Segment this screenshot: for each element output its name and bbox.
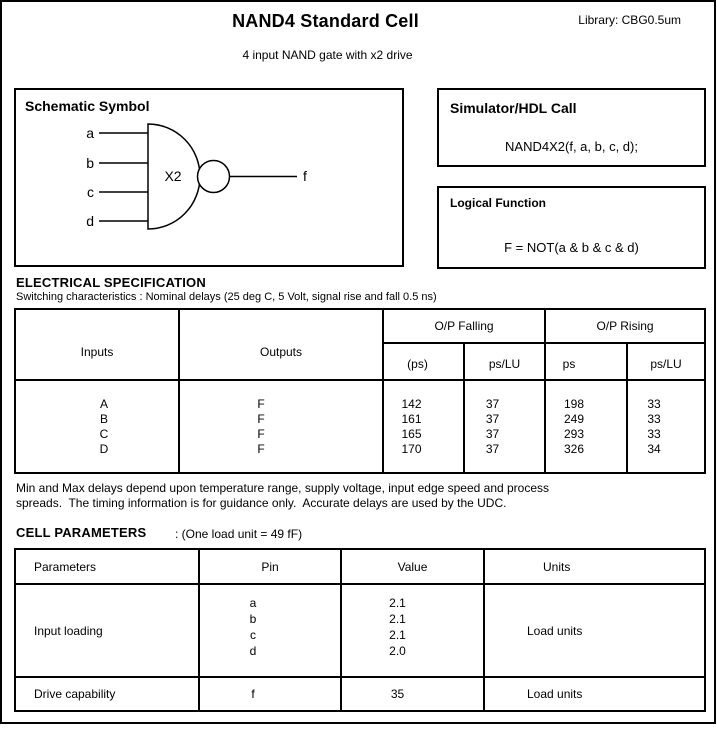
library-label: Library: CBG0.5um: [578, 13, 681, 27]
falling-pslu-value: 37: [485, 441, 500, 456]
units-cell: Load units: [484, 584, 705, 677]
logical-function-box: [437, 186, 706, 269]
col-header-falling-ps: (ps): [383, 343, 464, 380]
pin-name: a: [249, 596, 257, 610]
gate-drive-label: X2: [164, 168, 182, 184]
nand-gate-diagram: [16, 90, 402, 265]
falling-pslu-value: 37: [485, 411, 500, 426]
rising-ps-value: 249: [564, 411, 585, 426]
page-title: NAND4 Standard Cell: [232, 11, 419, 31]
loading-value: 2.1: [389, 612, 406, 626]
loading-value: 2.1: [389, 628, 406, 642]
pin-name: f: [199, 677, 341, 711]
rising-pslu-value: 34: [647, 441, 661, 456]
falling-ps-cell: [383, 380, 464, 473]
schematic-heading: Schematic Symbol: [25, 98, 150, 114]
drive-value: 35: [341, 677, 484, 711]
output-name: F: [257, 441, 265, 456]
output-name: F: [257, 396, 265, 411]
col-header-outputs: Outputs: [179, 309, 383, 380]
logical-formula: F = NOT(a & b & c & d): [504, 240, 639, 255]
rising-pslu-value: 33: [647, 426, 661, 441]
col-header-parameters: Parameters: [15, 549, 199, 584]
load-unit-note: : (One load unit = 49 fF): [175, 527, 303, 541]
delay-note-line2: spreads. The timing information is for guidance only. Accurate delays are used by the UDC.: [16, 496, 507, 510]
electrical-spec-heading: ELECTRICAL SPECIFICATION: [16, 275, 206, 290]
pins-cell: [199, 584, 341, 677]
inverter-bubble-icon: [198, 161, 230, 193]
input-label-a: a: [86, 125, 94, 141]
falling-ps-value: 142: [401, 396, 422, 411]
table-row-drive-capability: [15, 677, 705, 711]
rising-ps-value: 198: [564, 396, 585, 411]
rising-ps-cell: [545, 380, 627, 473]
input-name: C: [99, 426, 109, 441]
loading-value: 2.1: [389, 596, 406, 610]
output-label-f: f: [303, 168, 307, 184]
rising-pslu-value: 33: [647, 396, 661, 411]
col-header-op-falling: O/P Falling: [383, 309, 545, 343]
cell-parameters-heading: CELL PARAMETERS: [16, 525, 147, 540]
page-subtitle: 4 input NAND gate with x2 drive: [242, 48, 413, 62]
hdl-heading: Simulator/HDL Call: [450, 100, 577, 116]
output-name: F: [257, 426, 265, 441]
switching-characteristics-table: [14, 308, 706, 474]
hdl-call-box: [437, 88, 706, 167]
col-header-rising-ps: ps: [545, 343, 627, 380]
delay-note-line1: Min and Max delays depend upon temperature range, supply voltage, input edge speed and process: [16, 481, 550, 495]
col-header-rising-pslu: ps/LU: [627, 343, 705, 380]
falling-pslu-value: 37: [485, 396, 500, 411]
logical-heading: Logical Function: [450, 196, 546, 210]
falling-ps-value: 161: [401, 411, 422, 426]
cell-parameters-table: [14, 548, 706, 712]
rising-pslu-value: 33: [647, 411, 661, 426]
col-header-op-rising: O/P Rising: [545, 309, 705, 343]
rising-ps-value: 293: [564, 426, 585, 441]
falling-pslu-cell: [464, 380, 545, 473]
inputs-cell: [15, 380, 179, 473]
pin-name: c: [250, 628, 256, 642]
pin-name: b: [249, 612, 257, 626]
parameter-name: Input loading: [15, 584, 199, 677]
input-name: A: [99, 396, 108, 411]
col-header-inputs: Inputs: [15, 309, 179, 380]
table-row-input-loading: [15, 584, 705, 677]
col-header-pin: Pin: [199, 549, 341, 584]
rising-ps-value: 326: [564, 441, 585, 456]
switching-conditions: Switching characteristics : Nominal delays (25 deg C, 5 Volt, signal rise and fall 0.5 ns): [16, 291, 437, 303]
output-name: F: [257, 411, 265, 426]
input-label-b: b: [86, 155, 94, 171]
input-label-d: d: [86, 213, 94, 229]
values-cell: [341, 584, 484, 677]
schematic-symbol-box: [14, 88, 404, 267]
units-cell: Load units: [484, 677, 705, 711]
loading-value: 2.0: [389, 644, 406, 658]
rising-pslu-cell: [627, 380, 705, 473]
falling-pslu-value: 37: [485, 426, 500, 441]
input-label-c: c: [87, 184, 94, 200]
hdl-call-text: NAND4X2(f, a, b, c, d);: [505, 139, 638, 154]
table-row: [15, 380, 705, 473]
col-header-value: Value: [341, 549, 484, 584]
outputs-cell: [179, 380, 383, 473]
pin-name: d: [249, 644, 257, 658]
parameter-name: Drive capability: [15, 677, 199, 711]
col-header-units: Units: [484, 549, 705, 584]
falling-ps-value: 170: [401, 441, 422, 456]
input-name: B: [99, 411, 108, 426]
falling-ps-value: 165: [401, 426, 422, 441]
col-header-falling-pslu: ps/LU: [464, 343, 545, 380]
input-name: D: [99, 441, 109, 456]
